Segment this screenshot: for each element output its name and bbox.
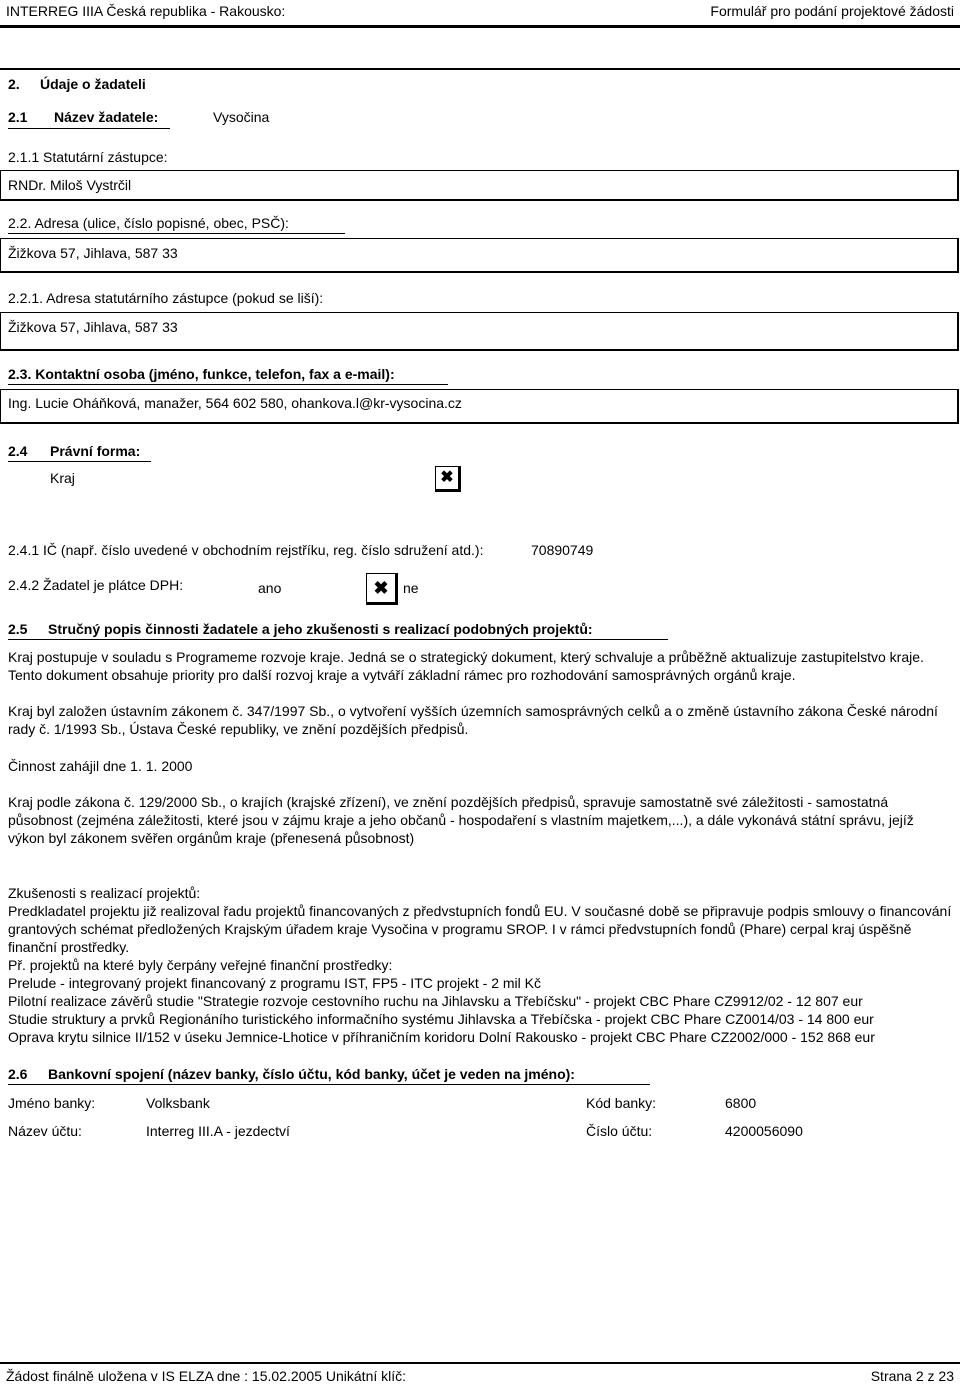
applicant-name-label: Název žadatele: <box>54 109 159 125</box>
address-label: 2.2. Adresa (ulice, číslo popisné, obec, PSČ): <box>8 215 289 231</box>
legal-form-num: 2.4 <box>8 443 28 459</box>
list-item: Pilotní realizace závěrů studie "Strategie rozvoje cestovního ruchu na Jihlavsku a Třebíčsku" - projekt CBC Phare CZ9912/02 - 12 807 eur <box>8 993 863 1009</box>
account-number-label: Číslo účtu: <box>586 1123 653 1139</box>
projects-list-title: Př. projektů na které byly čerpány veřejné finanční prostředky: <box>8 957 393 973</box>
vat-no-label: ne <box>403 580 419 596</box>
footer-page: Strana 2 z 23 <box>870 1368 954 1384</box>
applicant-underline <box>8 128 170 129</box>
account-name-value: Interreg III.A - jezdectví <box>146 1123 290 1139</box>
vat-label: 2.4.2 Žadatel je plátce DPH: <box>8 577 184 593</box>
description-label: Stručný popis činnosti žadatele a jeho zkušenosti s realizací podobných projektů: <box>48 621 593 637</box>
address-value: Žižkova 57, Jihlava, 587 33 <box>8 245 178 261</box>
description-paragraph-1: Kraj postupuje v souladu s Programeme rozvoje kraje. Jedná se o strategický dokument, který schvaluje a průběžně aktualizuje zastupitelstvo kraje. Tento dokument obsahuje priority pro další rozvoj kraje a vytváří základní rámec pro rozhodování samosprávných orgánů kraje. <box>8 649 924 683</box>
bank-underline <box>8 1084 650 1085</box>
bank-name-value: Volksbank <box>146 1095 210 1111</box>
legal-form-underline <box>8 461 151 462</box>
footer-rule <box>0 1362 960 1364</box>
contact-value: Ing. Lucie Oháňková, manažer, 564 602 580, ohankova.l@kr-vysocina.cz <box>8 395 462 411</box>
section-rule <box>0 68 960 70</box>
header-right: Formulář pro podání projektové žádosti <box>710 3 954 19</box>
list-item: Prelude - integrovaný projekt financovaný z programu IST, FP5 - ITC projekt - 2 mil Kč <box>8 975 541 991</box>
rep-address-value: Žižkova 57, Jihlava, 587 33 <box>8 319 178 335</box>
account-name-label: Název účtu: <box>8 1123 82 1139</box>
description-underline <box>8 639 668 640</box>
applicant-num: 2.1 <box>8 109 28 125</box>
description-num: 2.5 <box>8 621 28 637</box>
rep-address-label: 2.2.1. Adresa statutárního zástupce (pokud se liší): <box>8 290 324 306</box>
contact-label: 2.3. Kontaktní osoba (jméno, funkce, telefon, fax a e-mail): <box>8 366 395 382</box>
bank-label: Bankovní spojení (název banky, číslo účtu, kód banky, účet je veden na jméno): <box>48 1066 575 1082</box>
applicant-name-value: Vysočina <box>213 109 270 125</box>
footer-left: Žádost finálně uložena v IS ELZA dne : 15.02.2005 Unikátní klíč: <box>6 1368 407 1384</box>
description-paragraph-3: Činnost zahájil dne 1. 1. 2000 <box>8 758 193 774</box>
account-number-value: 4200056090 <box>725 1123 803 1139</box>
bank-num: 2.6 <box>8 1066 28 1082</box>
vat-yes-label: ano <box>258 580 282 596</box>
contact-underline <box>8 384 448 385</box>
legal-form-value: Kraj <box>50 470 75 486</box>
list-item: Oprava krytu silnice II/152 v úseku Jemnice-Lhotice v příhraničním koridoru Dolní Rakousko - projekt CBC Phare CZ2002/000 - 152 868 eur <box>8 1029 875 1045</box>
statutory-rep-field <box>0 170 959 201</box>
description-paragraph-4: Kraj podle zákona č. 129/2000 Sb., o krajích (krajské zřízení), ve znění pozdějších předpisů, spravuje samostatně své záležitosti - samostatná působnost (zejména záležitosti, které jsou v zájmu kraje a jeho občanů - hospodaření s vlastním majetkem,...), a dále vykonává státní správu, jejíž výkon byl zákonem svěřen orgánům kraje (přenesená působnost) <box>8 794 914 846</box>
experience-paragraph: Predkladatel projektu již realizoval řadu projektů financovaných z předvstupních fondů EU. V současné době se připravuje podpis smlouvy o financování grantových schémat předložených Krajským úřadem kraje Vysočina v programu SROP. I v rámci předvstupních fondů (Phare) cerpal kraj úspěšně finanční prostředky. <box>8 903 952 955</box>
header-left: INTERREG IIIA Česká republika - Rakousko: <box>6 3 286 19</box>
section-number: 2. <box>8 76 20 92</box>
bank-name-label: Jméno banky: <box>8 1095 96 1111</box>
ico-label: 2.4.1 IČ (např. číslo uvedené v obchodním rejstříku, reg. číslo sdružení atd.): <box>8 542 484 558</box>
description-paragraph-2: Kraj byl založen ústavním zákonem č. 347/1997 Sb., o vytvoření vyšších územních samosprávných celků a o změně ústavního zákona České národní rady č. 1/1993 Sb., Ústava České republiky, ve znění pozdějších předpisů. <box>8 703 938 737</box>
address-underline <box>8 233 345 234</box>
statutory-rep-value: RNDr. Miloš Vystrčil <box>8 177 132 193</box>
legal-form-checkbox[interactable]: ✖ <box>435 466 461 492</box>
vat-checkbox[interactable]: ✖ <box>366 573 398 605</box>
legal-form-label: Právní forma: <box>50 443 141 459</box>
bank-code-label: Kód banky: <box>586 1095 657 1111</box>
list-item: Studie struktury a prvků Regionáního turistického informačního systému Jihlavska a Třebíčska - projekt CBC Phare CZ0014/03 - 14 800 eur <box>8 1011 874 1027</box>
ico-value: 70890749 <box>531 542 594 558</box>
experience-title: Zkušenosti s realizací projektů: <box>8 885 201 901</box>
section-heading: Údaje o žadateli <box>40 76 146 92</box>
header-rule <box>0 25 960 28</box>
bank-code-value: 6800 <box>725 1095 757 1111</box>
statutory-rep-label: 2.1.1 Statutární zástupce: <box>8 149 168 165</box>
